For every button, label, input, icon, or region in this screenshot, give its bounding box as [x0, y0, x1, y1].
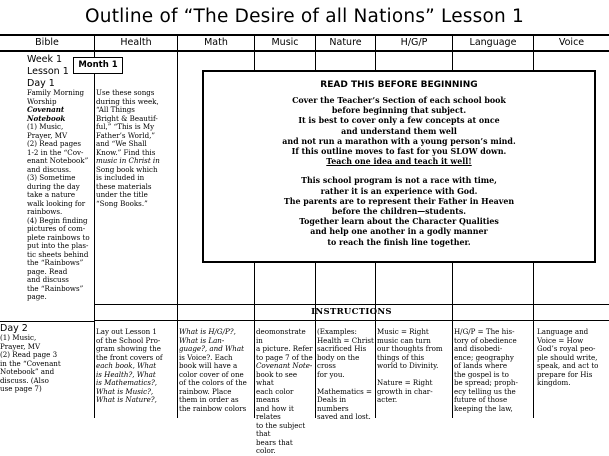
day1-health-cell	[96, 89, 176, 208]
day1-bible-line: (2) Read pages	[27, 139, 82, 148]
day1-bible-line: Family Morning	[27, 88, 85, 97]
day2-nature-line: Deals in numbers	[317, 395, 349, 413]
day1-label: Day 1	[27, 78, 55, 89]
day1-bible-line: (1) Music,	[27, 122, 64, 131]
day1-bible-line: (4) Begin finding	[27, 215, 88, 225]
day2-voice-line: kingdom.	[537, 378, 571, 387]
day2-bible-line: in the “Covenant	[0, 358, 61, 368]
day2-hgp-line: Nature = Right	[377, 378, 433, 387]
day2-hgp-line: world to Divinity.	[377, 361, 439, 370]
day2-math-line: is Voice?. Each	[179, 352, 233, 362]
day1-bible-line: (3) Sometime	[27, 173, 76, 182]
column-header-row	[0, 34, 609, 52]
day1-bible-line: tic sheets behind	[27, 249, 89, 259]
day2-health-line: each book, What	[96, 361, 157, 370]
day2-language-line: ence; geography	[454, 352, 514, 362]
column-header-health: Health	[94, 36, 177, 50]
day2-hgp-line: Music = Right	[377, 327, 429, 336]
day2-nature-line: Health = Christ	[317, 335, 374, 345]
day1-health-line: Know.” Find this	[96, 147, 156, 157]
column-header-bible: Bible	[35, 37, 59, 48]
day2-music-line: to the subject that	[256, 420, 306, 438]
column-header-voice: Voice	[533, 36, 609, 50]
day2-math-line: rainbow. Place	[179, 386, 232, 396]
day2-voice-line: prepare for His	[537, 369, 593, 379]
day1-bible-cell	[27, 78, 93, 302]
day2-language-line: be spread; proph-	[454, 378, 518, 387]
day2-music-cell	[256, 328, 314, 456]
day1-health-line: and “We Shall	[96, 139, 147, 148]
day2-bible-line: (1) Music,	[0, 333, 37, 342]
day2-math-line: guage?, and What	[179, 344, 244, 353]
day2-music-line: to page 7 of the	[256, 352, 313, 362]
month-badge: Month 1	[73, 57, 123, 74]
day2-voice-line: God’s royal peo-	[537, 344, 596, 353]
day2-music-line: bears that color.	[256, 437, 293, 455]
notice-line: rather it is an experience with God.	[320, 186, 478, 196]
day2-language-line: the gospel is to	[454, 369, 509, 379]
day1-health-line: music in Christ in	[96, 156, 160, 165]
day2-hgp-line: things of this	[377, 352, 425, 362]
day1-health-line: these materials	[96, 181, 152, 191]
day2-health-cell	[96, 328, 176, 405]
day2-math-cell	[179, 328, 253, 413]
day2-math-line: What is H/G/P?,	[179, 327, 236, 336]
day2-bible-cell	[0, 323, 93, 394]
day2-language-line: ecy telling us the	[454, 386, 516, 396]
day1-health-line: “Song Books.”	[96, 198, 148, 208]
day1-bible-line: the “Rainbows”	[27, 283, 84, 293]
day2-bible-line: Notebook” and	[0, 367, 55, 376]
notice-line: Cover the Teacher’s Section of each school book	[292, 96, 506, 105]
day1-bible-line: during the day	[27, 181, 80, 191]
day-divider	[0, 321, 94, 322]
day1-health-line: Bright & Beautif-	[96, 113, 158, 123]
notice-line: and help one another in a godly manner	[310, 227, 488, 237]
day1-health-line: Use these songs	[96, 88, 155, 97]
day2-hgp-line: music can turn	[377, 335, 431, 345]
day2-language-line: of lands where	[454, 361, 508, 370]
day1-bible-line: Notebook	[27, 113, 66, 123]
day2-math-line: them in order as	[179, 395, 239, 404]
day2-nature-line: sacrificed His	[317, 344, 367, 353]
day2-health-line: of the School Pro-	[96, 335, 161, 345]
day1-bible-line: enant Notebook”	[27, 156, 89, 165]
day1-bible-line: pictures of com-	[27, 224, 86, 233]
notice-line: It is best to cover only a few concepts at once	[298, 116, 500, 126]
day2-nature-line: for you.	[317, 369, 345, 379]
notice-line: The parents are to represent their Father in Heaven	[283, 196, 515, 206]
day1-health-line: Song book which	[96, 164, 158, 174]
page-title: Outline of “The Desire of all Nations” Lesson 1	[85, 6, 524, 27]
notice-line: to reach the finish line together.	[327, 237, 471, 247]
grid-line	[177, 52, 178, 418]
day2-language-line: H/G/P = The his-	[454, 327, 515, 336]
day2-voice-line: Language and	[537, 327, 589, 336]
day1-bible-line: Prayer, MV	[27, 130, 68, 140]
day1-bible-line: plete rainbows to	[27, 232, 90, 242]
day2-voice-line: speak, and act to	[537, 361, 599, 370]
notice-line: Together learn about the Character Qualities	[299, 217, 499, 227]
day2-hgp-line: growth in char-	[377, 386, 433, 396]
day2-health-line: is Mathematics?,	[96, 378, 158, 387]
day2-music-line: a picture. Refer	[256, 344, 313, 353]
day1-bible-line: and discuss.	[27, 164, 72, 174]
day1-bible-line: Worship	[27, 96, 57, 106]
day2-music-line: each color means	[256, 386, 294, 404]
day2-language-line: future of those	[454, 395, 508, 404]
day1-health-line: is included in	[96, 173, 145, 182]
day2-voice-line: ple should write,	[537, 352, 598, 362]
day2-bible-line: Prayer, MV	[0, 341, 41, 351]
day2-bible-line: use page 7)	[0, 384, 42, 393]
day2-language-line: keeping the law,	[454, 403, 513, 413]
day2-language-line: and disobedi-	[454, 344, 503, 353]
day2-nature-line: (Examples:	[317, 327, 357, 336]
day1-bible-line: page. Read	[27, 266, 68, 276]
day2-math-line: the rainbow colors	[179, 403, 247, 413]
day2-nature-line: saved and lost.	[317, 412, 371, 421]
day2-health-line: What is Nature?,	[96, 395, 157, 404]
day1-bible-line: Covenant	[27, 105, 65, 114]
day2-math-line: What is Lan-	[179, 335, 225, 345]
day2-math-line: book will have a	[179, 361, 238, 370]
day2-health-line: Lay out Lesson 1	[96, 327, 157, 336]
day1-health-line: ful,” “This is My	[96, 122, 155, 131]
day2-health-line: gram showing the	[96, 344, 161, 353]
day1-health-line: “All Things	[96, 105, 135, 114]
day2-math-line: color cover of one	[179, 369, 244, 379]
day2-voice-line: Voice = How	[537, 335, 584, 345]
day2-music-line: book to see what	[256, 369, 298, 387]
column-header-hgp: H/G/P	[375, 36, 452, 50]
day2-hgp-line: our thoughts from	[377, 344, 443, 353]
day2-language-line: tory of obedience	[454, 335, 517, 345]
day2-language-cell	[454, 328, 532, 413]
column-header-language: Language	[452, 36, 533, 50]
week-lesson-labels	[27, 54, 69, 78]
notice-line: If this outline moves to fast for you SLOW down.	[291, 147, 507, 157]
day2-music-line: deomonstrate in	[256, 327, 306, 345]
day2-bible-line: discuss. (Also	[0, 375, 49, 385]
day1-bible-line: put into the plas-	[27, 241, 89, 250]
day1-bible-line: walk looking for	[27, 198, 86, 208]
notice-line: This school program is not a race with time,	[301, 176, 497, 186]
day1-bible-line: page.	[27, 292, 47, 301]
day2-math-line: of the colors of the	[179, 378, 247, 387]
day2-nature-cell	[317, 328, 374, 422]
day1-bible-line: rainbows.	[27, 207, 63, 216]
column-header-nature: Nature	[315, 36, 375, 50]
day1-health-line: Father’s World,”	[96, 130, 155, 140]
lesson-label: Lesson 1	[27, 66, 69, 77]
day1-health-line: during this week,	[96, 96, 159, 106]
grid-line	[94, 52, 95, 418]
notice-emphasis-line: Teach one idea and teach it well!	[326, 157, 472, 167]
week-label: Week 1	[27, 54, 63, 65]
notice-line: and not run a marathon with a young person’s mind.	[282, 136, 516, 146]
day2-music-line: Covenant Note-	[256, 361, 313, 370]
day2-music-line: and how it relates	[256, 403, 294, 421]
day1-bible-line: and discuss	[27, 275, 69, 284]
notice-line: before the children—students.	[331, 207, 467, 217]
day2-hgp-line: acter.	[377, 395, 398, 404]
day1-health-line: under the title	[96, 190, 148, 199]
day2-nature-line: Mathematics =	[317, 386, 372, 396]
notice-line: before beginning that subject.	[331, 106, 467, 116]
column-header-math: Math	[177, 36, 254, 50]
day1-bible-line: the “Rainbows”	[27, 258, 84, 267]
day2-health-line: is Health?, What	[96, 369, 156, 379]
day2-bible-line: (2) Read page 3	[0, 350, 58, 359]
day1-bible-line: take a nature	[27, 190, 76, 199]
day2-health-line: the front covers of	[96, 352, 163, 362]
column-header-music: Music	[254, 36, 315, 50]
notice-line: and understand them well	[341, 126, 457, 136]
day1-bible-line: 1-2 in the “Cov-	[27, 147, 84, 157]
day2-health-line: What is Music?,	[96, 386, 154, 396]
read-before-beginning-notice	[202, 70, 596, 263]
day2-label: Day 2	[0, 323, 28, 334]
day2-hgp-cell	[377, 328, 451, 405]
day2-nature-line: body on the cross	[317, 352, 360, 370]
day2-voice-cell	[537, 328, 608, 388]
notice-heading: READ THIS BEFORE BEGINNING	[320, 80, 478, 90]
instructions-header: INSTRUCTIONS	[94, 304, 609, 321]
